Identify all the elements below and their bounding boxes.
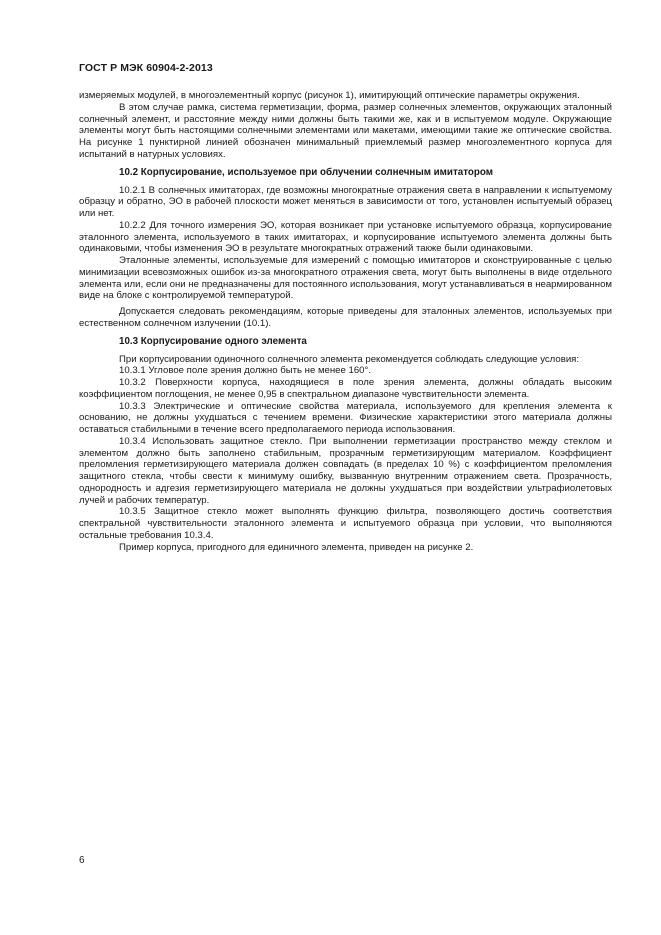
section-heading-10-2: 10.2 Корпусирование, используемое при облучении солнечным имитатором: [119, 166, 493, 178]
document-header: ГОСТ Р МЭК 60904-2-2013: [79, 62, 213, 74]
paragraph-continuation: измеряемых модулей, в многоэлементный корпус (рисунок 1), имитирующий оптические параметры окружения.: [79, 90, 580, 101]
paragraph-10-3-3: 10.3.3 Электрические и оптические свойства материала, используемого для крепления элемента к основанию, не должны ухудшаться с течением времени. Физические характеристики этого материала должны оставаться стабильными в течение всего предполагаемого периода использования.: [79, 400, 612, 435]
paragraph-10-3-2: 10.3.2 Поверхности корпуса, находящиеся в поле зрения элемента, должны обладать высоким коэффициентом поглощения, не менее 0,95 в спектральном диапазоне чувствительности элемента.: [79, 377, 612, 400]
paragraph-note: Допускается следовать рекомендациям, которые приведены для эталонных элементов, используемых при естественном солнечном излучении (10.1).: [79, 306, 612, 329]
paragraph-10-3-4: 10.3.4 Использовать защитное стекло. При выполнении герметизации пространство между стеклом и элементом должно быть заполнено стабильным, прозрачным герметизирующим материалом. Коэффициент преломления герметизирующего материала должен совпадать (в пределах 10 %) с коэффициентом преломления защитного стекла, чтобы свести к минимуму ошибку, вызванную внутренним отражением света. Прозрачность, однородность и адгезия герметизирующего материала не должны ухудшаться при воздействии ультрафиолетовых лучей и рабочих температур.: [79, 435, 612, 506]
paragraph-10-3-1: 10.3.1 Угловое поле зрения должно быть не менее 160°.: [119, 365, 372, 377]
paragraph: В этом случае рамка, система герметизации, форма, размер солнечных элементов, окружающих эталонный солнечный элемент, и расстояние между ними должны быть такими же, как и в испытуемом модуле. Окружающие элементы могут быть настоящими солнечными элементами или макетами, имеющими такие же оптические свойства. На рисунке 1 пунктирной линией обозначен минимальный приемлемый размер многоэлементного корпуса для испытаний в натурных условиях.: [79, 101, 612, 160]
document-body: [79, 90, 612, 553]
paragraph: Эталонные элементы, используемые для измерений с помощью имитаторов и сконструированные с целью минимизации всевозможных ошибок из-за многократного отражения света, могут быть выполнены в виде отдельного элемента или, если они не предназначены для постоянного использования, могут устанавливаться в неармированном виде на блоке с контролируемой температурой.: [79, 255, 612, 302]
paragraph-10-3-5: 10.3.5 Защитное стекло может выполнять функцию фильтра, позволяющего достичь соответствия спектральной чувствительности эталонного элемента и испытуемого образца при условии, что выполняются остальные требования 10.3.4.: [79, 506, 612, 541]
paragraph: Пример корпуса, пригодного для единичного элемента, приведен на рисунке 2.: [119, 541, 474, 553]
page-number: 6: [79, 855, 85, 866]
paragraph: При корпусировании одиночного солнечного элемента рекомендуется соблюдать следующие условия:: [119, 353, 580, 365]
paragraph-10-2-1: 10.2.1 В солнечных имитаторах, где возможны многократные отражения света в направлении к испытуемому образцу и обратно, ЭО в рабочей плоскости может меняться в зависимости от того, установлен испытуемый образец или нет.: [79, 184, 612, 219]
section-heading-10-3: 10.3 Корпусирование одного элемента: [119, 335, 307, 347]
paragraph-10-2-2: 10.2.2 Для точного измерения ЭО, которая возникает при установке испытуемого образца, корпусирование эталонного элемента, используемого в таких имитаторах, и корпусирование испытуемого элемента должны быть одинаковыми, чтобы изменения ЭО в результате многократных отражений также были одинаковыми.: [79, 219, 612, 255]
